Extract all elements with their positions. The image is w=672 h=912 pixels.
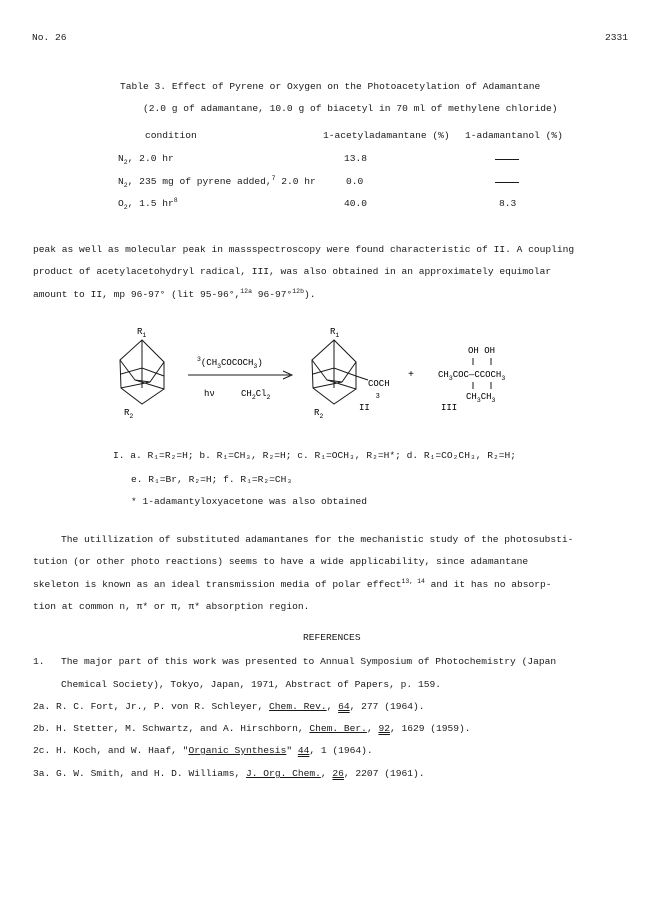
- row-gas-sub: 2: [123, 158, 128, 166]
- row-condition: , 235 mg of pyrene added,: [127, 176, 272, 187]
- ref-text: 2a. R. C. Fort, Jr., P. von R. Schleyer,: [33, 701, 270, 712]
- row-ref-sup: 8: [173, 196, 178, 204]
- para-text: 96-97°: [251, 289, 293, 300]
- row-condition: , 1.5 hr: [127, 198, 174, 209]
- acetyl-group: COCH 3: [368, 379, 390, 401]
- ref-journal: Chem. Rev.: [269, 701, 327, 712]
- ref-text: ,: [326, 701, 339, 712]
- ref-sup: 12b: [292, 287, 304, 295]
- compound-label-iii: III: [441, 403, 458, 413]
- ref-sup: 13, 14: [401, 577, 425, 585]
- solvent-label: $CH_2Cl_2$: [241, 389, 271, 401]
- table-header-condition: condition: [145, 130, 197, 141]
- para-text: ).: [303, 289, 316, 300]
- reference-item: [33, 702, 425, 712]
- references-heading: REFERENCES: [303, 632, 361, 643]
- coupling-product-backbone: $CH_3COC—CCOCH_3$: [438, 370, 506, 382]
- table-title: Table 3. Effect of Pyrene or Oxygen on the Photoacetylation of Adamantane: [120, 81, 541, 92]
- paragraph-line: tion at common n, π* or π, π* absorption region.: [33, 601, 310, 612]
- ref-text: ,: [366, 723, 379, 734]
- compound-label-ii: II: [359, 403, 370, 413]
- ref-text: , 1 (1964).: [309, 745, 373, 756]
- page-header-left: No. 26: [32, 32, 67, 43]
- ref-volume: 44: [297, 745, 310, 756]
- table-cell-yield: 13.8: [344, 153, 368, 164]
- ref-journal: J. Org. Chem.: [246, 768, 321, 779]
- table-cell-adamantanol: 8.3: [499, 198, 517, 209]
- table-header-acetyladamantane: 1-acetyladamantane (%): [323, 130, 450, 141]
- reference-item: [33, 724, 471, 734]
- row-gas-sub: 2: [123, 181, 128, 189]
- ref-journal: Chem. Ber.: [309, 723, 367, 734]
- reference-item: The major part of this work was presented to Annual Symposium of Photochemistry (Japan: [61, 656, 557, 667]
- para-text: amount to II, mp 96-97° (lit 95-96°,: [33, 289, 241, 300]
- ref-text: 2b. H. Stetter, M. Schwartz, and A. Hirschborn,: [33, 723, 310, 734]
- row-gas: O: [118, 198, 124, 209]
- table-cell-yield: 0.0: [346, 176, 364, 187]
- table-cell-dash: [495, 159, 519, 160]
- para-text: skeleton is known as an ideal transmission media of polar effect: [33, 579, 402, 590]
- ref-text: , 2207 (1961).: [343, 768, 425, 779]
- row-ref-sup: 7: [271, 174, 276, 182]
- ref-volume: 64: [338, 701, 350, 712]
- table-row: [118, 174, 316, 189]
- substituent-list: e. R₁=Br, R₂=H; f. R₁=R₂=CH₃: [131, 474, 293, 485]
- adamantane-structure-product: [312, 340, 368, 404]
- ref-text: , 1629 (1959).: [389, 723, 471, 734]
- row-gas-sub: 2: [123, 203, 128, 211]
- table-cell-yield: 40.0: [344, 198, 368, 209]
- paragraph-line: [33, 287, 316, 300]
- row-gas: N: [118, 153, 124, 164]
- plus-sign: +: [408, 370, 415, 381]
- r1-label: $R_1$: [137, 327, 147, 339]
- reaction-scheme: [0, 318, 672, 448]
- paragraph-line: The utillization of substituted adamantanes for the mechanistic study of the photosubsti-: [61, 534, 574, 545]
- r2-label: $R_2$: [314, 408, 324, 420]
- table-header-adamantanol: 1-adamantanol (%): [465, 130, 563, 141]
- reference-item: [33, 769, 425, 779]
- adamantane-structure-reactant: [120, 340, 164, 404]
- scheme-footnote: * 1-adamantyloxyacetone was also obtained: [131, 496, 368, 507]
- ref-text: ,: [320, 768, 333, 779]
- table-cell-dash: [495, 182, 519, 183]
- r2-label: $R_2$: [124, 408, 134, 420]
- ref-journal: Organic Synthesis: [188, 745, 287, 756]
- ref-text: , 277 (1964).: [349, 701, 425, 712]
- para-text: and it has no absorp-: [424, 579, 552, 590]
- hydroxyl-groups: OH OH: [468, 346, 496, 356]
- table-row: [118, 154, 174, 164]
- ref-text: 2c. H. Koch, and W. Haaf, ": [33, 745, 189, 756]
- ref-volume: 92: [378, 723, 390, 734]
- r1-label: $R_1$: [330, 327, 340, 339]
- ref-sup: 12a: [240, 287, 252, 295]
- ref-text: ": [286, 745, 298, 756]
- row-condition: , 2.0 hr: [127, 153, 174, 164]
- page-number: 2331: [605, 32, 629, 43]
- paragraph-line: tution (or other photo reactions) seems to have a wide applicability, since adamantane: [33, 556, 529, 567]
- paragraph-line: peak as well as molecular peak in massspectroscopy were found characteristic of II. A coupling: [33, 244, 575, 255]
- paragraph-line: [33, 577, 552, 590]
- row-gas: N: [118, 176, 124, 187]
- table-row: [118, 196, 178, 211]
- table-subtitle: (2.0 g of adamantane, 10.0 g of biacetyl in 70 ml of methylene chloride): [143, 103, 558, 114]
- row-condition-tail: 2.0 hr: [275, 176, 316, 187]
- ref-text: 3a. G. W. Smith, and H. D. Williams,: [33, 768, 247, 779]
- methyl-groups: $CH_3CH_3$: [466, 392, 496, 404]
- ref-volume: 26: [332, 768, 344, 779]
- substituent-list: I. a. R₁=R₂=H; b. R₁=CH₃, R₂=H; c. R₁=OCH₃, R₂=H*; d. R₁=CO₂CH₃, R₂=H;: [113, 450, 517, 461]
- reference-number: 1.: [33, 656, 45, 667]
- reference-item: [33, 746, 373, 756]
- reference-item: Chemical Society), Tokyo, Japan, 1971, Abstract of Papers, p. 159.: [61, 679, 441, 690]
- reagent-biacetyl: $^3(CH_3COCOCH_3)$: [197, 356, 263, 370]
- paragraph-line: product of acetylacetohydryl radical, III, was also obtained in an approximately equimolar: [33, 266, 552, 277]
- light-hv: hν: [204, 389, 215, 399]
